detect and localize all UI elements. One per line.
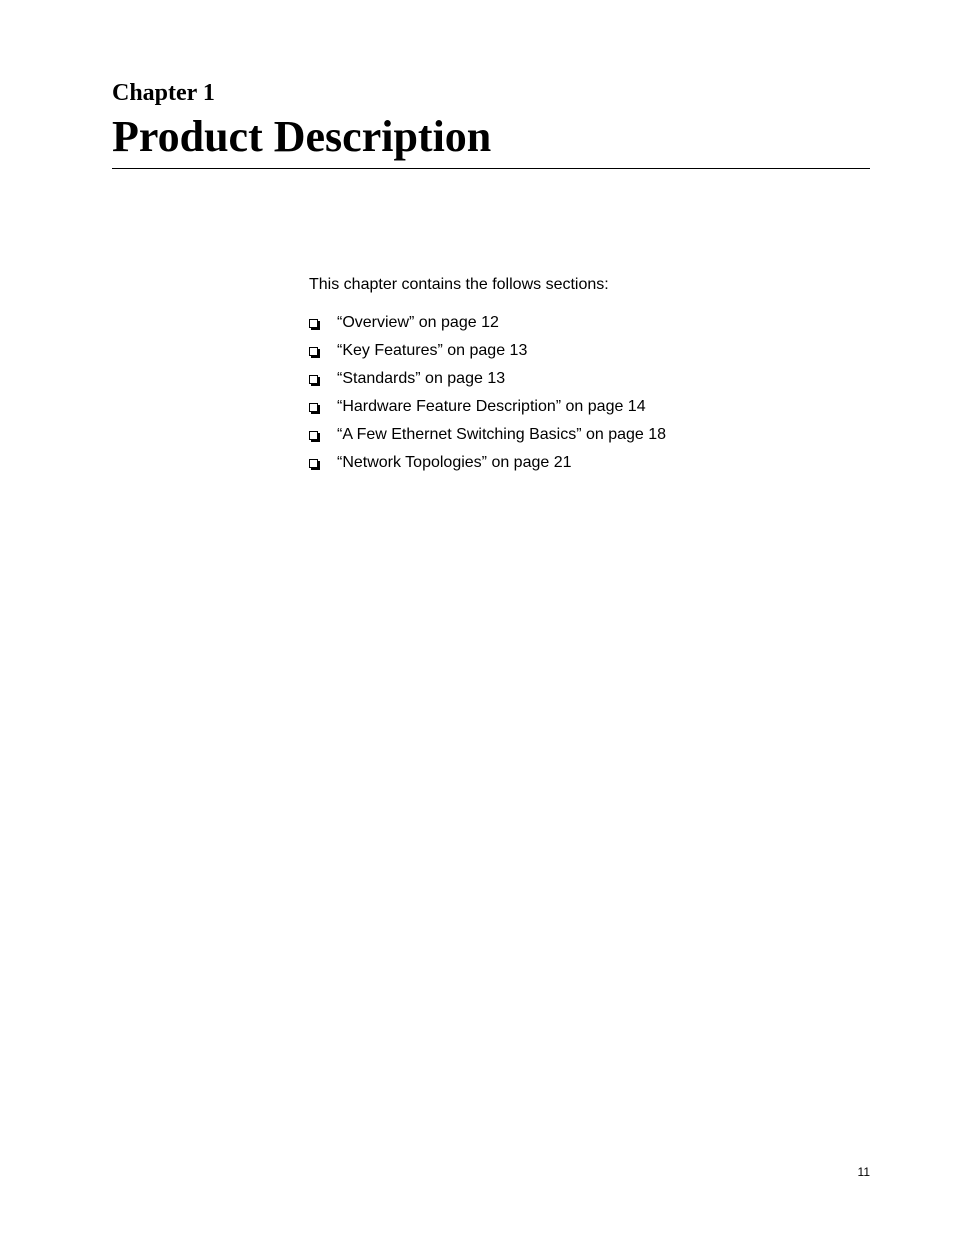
section-link-ethernet-switching-basics[interactable]: “A Few Ethernet Switching Basics” on page 18 (337, 426, 667, 443)
chapter-label: Chapter 1 (112, 80, 215, 106)
checkbox-bullet-icon (309, 319, 318, 328)
section-link-key-features[interactable]: “Key Features” on page 13 (337, 342, 528, 359)
chapter-title: Product Description (112, 112, 492, 161)
section-link-standards[interactable]: “Standards” on page 13 (337, 370, 506, 387)
section-link-network-topologies[interactable]: “Network Topologies” on page 21 (337, 454, 572, 471)
checkbox-bullet-icon (309, 375, 318, 384)
title-divider (112, 168, 870, 169)
page-number: 11 (857, 1165, 870, 1179)
intro-text: This chapter contains the follows sections: (309, 276, 609, 293)
section-link-hardware-feature-description[interactable]: “Hardware Feature Description” on page 14 (337, 398, 646, 415)
checkbox-bullet-icon (309, 431, 318, 440)
checkbox-bullet-icon (309, 459, 318, 468)
checkbox-bullet-icon (309, 403, 318, 412)
section-link-overview[interactable]: “Overview” on page 12 (337, 314, 499, 331)
checkbox-bullet-icon (309, 347, 318, 356)
